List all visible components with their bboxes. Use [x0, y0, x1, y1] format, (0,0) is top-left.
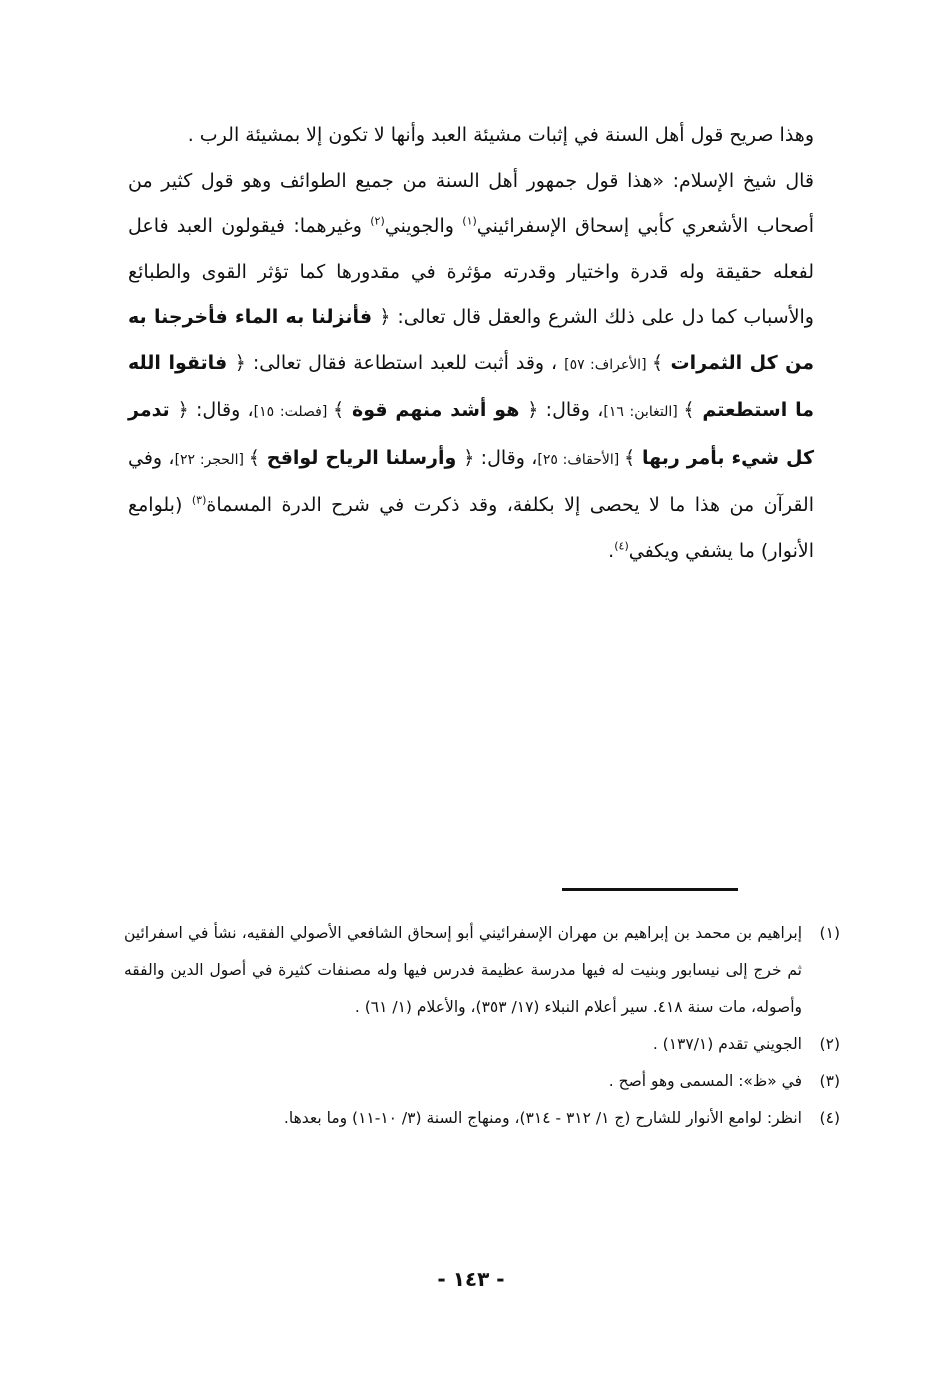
- footnote-item: [124, 1100, 840, 1137]
- quran-text: وأرسلنا الرياح لواقح: [259, 446, 464, 469]
- verse-reference: [الأعراف: ٥٧]: [564, 356, 652, 373]
- verse-reference: [الحجر: ٢٢]: [174, 451, 249, 468]
- footnote-marker: (١): [462, 214, 477, 228]
- footnote-number: (٤): [819, 1109, 840, 1127]
- quran-text: هو أشد منهم قوة: [344, 399, 528, 421]
- quran-quote: [249, 447, 475, 469]
- quran-open-bracket: ﴿: [234, 351, 246, 374]
- footnote-text: إبراهيم بن محمد بن إبراهيم بن مهران الإسفرائيني أبو إسحاق الشافعي الأصولي الفقيه، نشأ في اسفرائين ثم خرج إلى نيسابور وبنيت له فيها مدرسة عظيمة فدرس فيها وله مصنفات كثيرة في أصول الدين والفقه وأصوله، مات سنة ٤١٨. سير أعلام النبلاء (١٧/ ٣٥٣)، والأعلام (١/ ٦١) .: [124, 924, 802, 1016]
- text-segment: ، وقال:: [188, 399, 254, 421]
- text-segment: ، وقال:: [538, 399, 604, 421]
- text-segment: (بلوامع الأنوار) ما يشفي ويكفي: [128, 494, 814, 562]
- paragraph-2: [128, 159, 814, 575]
- text-segment: قال شيخ الإسلام: «هذا قول جمهور أهل السنة من جميع الطوائف وهو قول كثير من أصحاب الأشعري كأبي إسحاق الإسفرائيني: [128, 169, 814, 237]
- text-segment: .: [608, 539, 615, 562]
- quran-open-bracket: ﴿: [463, 446, 475, 469]
- verse-reference: [التغابن: ١٦]: [603, 404, 684, 420]
- paragraph-1: وهذا صريح قول أهل السنة في إثبات مشيئة العبد وأنها لا تكون إلا بمشيئة الرب .: [187, 124, 814, 146]
- quran-open-bracket: ﴿: [177, 399, 189, 421]
- footnote-marker: (٣): [191, 493, 207, 507]
- footnote-separator: [562, 888, 738, 891]
- text-segment: وغيرهما: فيقولون العبد فاعل لفعله حقيقة وله قدرة واختيار وقدرته مؤثرة في مقدورها كما تؤثر القوى والطبائع والأسباب كما دل على ذلك الشرع والعقل قال تعالى:: [128, 215, 814, 328]
- verse-reference: [فصلت: ١٥]: [253, 404, 333, 420]
- page-number: - ١٤٣ -: [437, 1267, 505, 1291]
- quran-open-bracket: ﴿: [379, 306, 391, 328]
- footnote-marker: (٢): [370, 214, 385, 228]
- footnote-text: في «ظ»: المسمى وهو أصح .: [608, 1072, 802, 1090]
- footnotes: [124, 915, 840, 1137]
- text-segment: ، وقد أثبت للعبد استطاعة فقال تعالى:: [245, 351, 565, 374]
- footnote-item: [124, 1063, 840, 1100]
- text-segment: ، وفي القرآن من هذا ما لا يحصى إلا بكلفة، وقد ذكرت في شرح الدرة المسماة: [128, 446, 814, 516]
- quran-text: فأنزلنا به الماء فأخرجنا به من كل الثمرات: [128, 306, 815, 374]
- main-text: [128, 113, 814, 574]
- footnote-number: (١): [819, 924, 840, 942]
- quran-close-bracket: ﴾: [651, 351, 664, 374]
- footnote-item: [124, 1026, 840, 1063]
- footnote-text: انظر: لوامع الأنوار للشارح (ج ١/ ٣١٢ - ٣١٤)، ومنهاج السنة (٣/ ١٠-١١) وما بعدها.: [283, 1109, 802, 1127]
- quran-close-bracket: ﴾: [683, 399, 695, 421]
- footnote-item: [124, 915, 840, 1026]
- footnote-number: (٢): [819, 1035, 840, 1053]
- quran-close-bracket: ﴾: [332, 399, 345, 421]
- text-segment: والجويني: [384, 215, 463, 237]
- footnote-number: (٣): [819, 1072, 840, 1090]
- quran-quote: [333, 399, 538, 421]
- quran-text: تدمر كل شيء بأمر ربها: [128, 399, 814, 469]
- footnote-marker: (٤): [614, 539, 629, 553]
- quran-open-bracket: ﴿: [527, 399, 539, 421]
- quran-close-bracket: ﴾: [623, 446, 636, 469]
- verse-reference: [الأحقاف: ٢٥]: [537, 451, 624, 468]
- quran-close-bracket: ﴾: [248, 446, 260, 469]
- text-segment: ، وقال:: [474, 446, 538, 469]
- quran-text: فاتقوا الله ما استطعتم: [128, 351, 814, 421]
- footnote-text: الجويني تقدم (١٣٧/١) .: [652, 1035, 802, 1053]
